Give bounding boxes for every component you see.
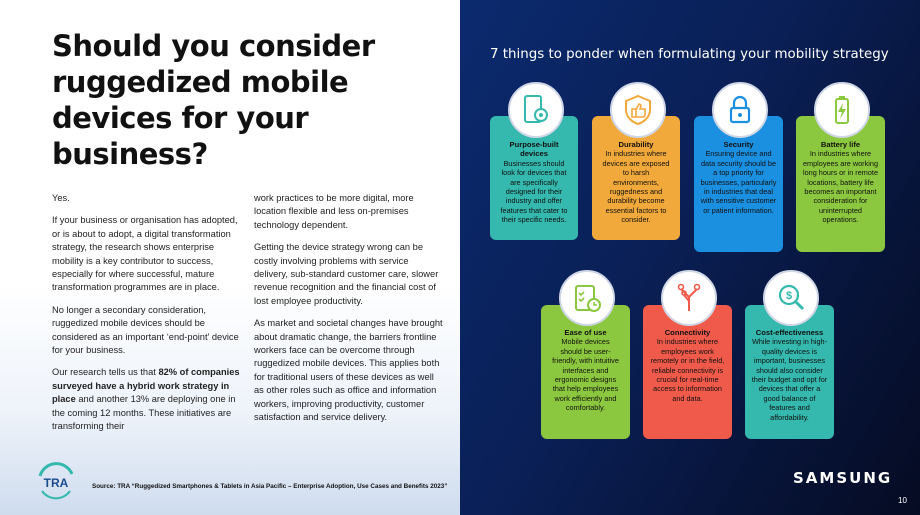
- card-text: Mobile devices should be user-friendly, with intuitive interfaces and ergonomic designs that help employees work efficiently and comfortably.: [552, 337, 619, 413]
- bold-text-run: 82% of companies surveyed have a hybrid work strategy in place: [52, 367, 240, 405]
- paragraph: As market and societal changes have brought about dramatic change, the barriers frontline workers face can be overcome through ruggedized mobile devices. This applies both for traditional users of these devices as well as other roles such as office and information workers, improving productivity, customer satisfaction and service delivery.: [254, 318, 443, 423]
- body-column-2: [254, 192, 444, 434]
- page-title: Should you consider ruggedized mobile devices for your business?: [52, 29, 375, 171]
- card-text: Ensuring device and data security should be a top priority for businesses, particularly in industries that deal with sensitive customer or patient information.: [700, 149, 777, 215]
- body-column-1: [52, 192, 242, 443]
- card-title: Purpose-built devices: [509, 140, 559, 159]
- samsung-logo: SAMSUNG: [793, 469, 893, 487]
- card-text: In industries where employees are working long hours or in remote locations, battery life becomes an important consideration for uninterrupted operations.: [802, 149, 879, 225]
- infographic-title: 7 things to ponder when formulating your mobility strategy: [490, 47, 889, 62]
- svg-text:TRA: TRA: [43, 476, 69, 490]
- magnifier-dollar-icon: [763, 270, 819, 326]
- card-title: Connectivity: [664, 328, 711, 337]
- paragraph: work practices to be more digital, more location flexible and less on-premises technology dependent.: [254, 193, 414, 230]
- tra-logo: [36, 460, 76, 500]
- card-title: Ease of use: [564, 328, 607, 337]
- text-run: Our research tells us that: [52, 367, 159, 378]
- paragraph: If your business or organisation has adopted, or is about to adopt, a digital transformation strategy, the research shows enterprise mobility is a key contributor to success, especially for where successful, mature transformation programmes are in place.: [52, 215, 238, 293]
- card-text: In industries where employees work remotely or in the field, reliable connectivity is crucial for real-time access to information and data.: [650, 337, 725, 403]
- card-title: Battery life: [820, 140, 861, 149]
- network-icon: [661, 270, 717, 326]
- paragraph: Yes.: [52, 193, 70, 203]
- battery-icon: [814, 82, 870, 138]
- shield-thumbs-up-icon: [610, 82, 666, 138]
- card-title: Cost-effectiveness: [755, 328, 824, 337]
- card-text: In industries where devices are exposed to harsh environments, ruggedness and durability become essential factors to consider.: [602, 149, 670, 225]
- card-text: Businesses should look for devices that are specifically designed for their industry and offer features that cater to their specific needs.: [500, 158, 568, 225]
- card-text: While investing in high-quality devices is important, businesses should also consider their budget and opt for devices that offer a good balance of features and affordability.: [751, 337, 828, 422]
- card-title: Durability: [618, 140, 654, 149]
- source-note: Source: TRA “Ruggedized Smartphones & Tablets in Asia Pacific – Enterprise Adoption, Use Cases and Benefits 2023”: [92, 483, 448, 490]
- page-number: 10: [898, 496, 907, 505]
- lock-icon: [712, 82, 768, 138]
- paragraph: [52, 366, 242, 433]
- card-title: Security: [723, 140, 754, 149]
- svg-text:$: $: [785, 290, 793, 302]
- clipboard-clock-icon: [559, 270, 615, 326]
- phone-gear-icon: [508, 82, 564, 138]
- text-run: and another 13% are deploying one in the coming 12 months. These initiatives are transforming their: [52, 394, 236, 432]
- paragraph: Getting the device strategy wrong can be costly involving problems with service delivery, sub-standard customer care, slower revenue recognition and the financial cost of lost employee productivity.: [254, 242, 439, 306]
- paragraph: No longer a secondary consideration, ruggedized mobile devices should be considered as an important ‘end-point’ device for your business.: [52, 304, 239, 356]
